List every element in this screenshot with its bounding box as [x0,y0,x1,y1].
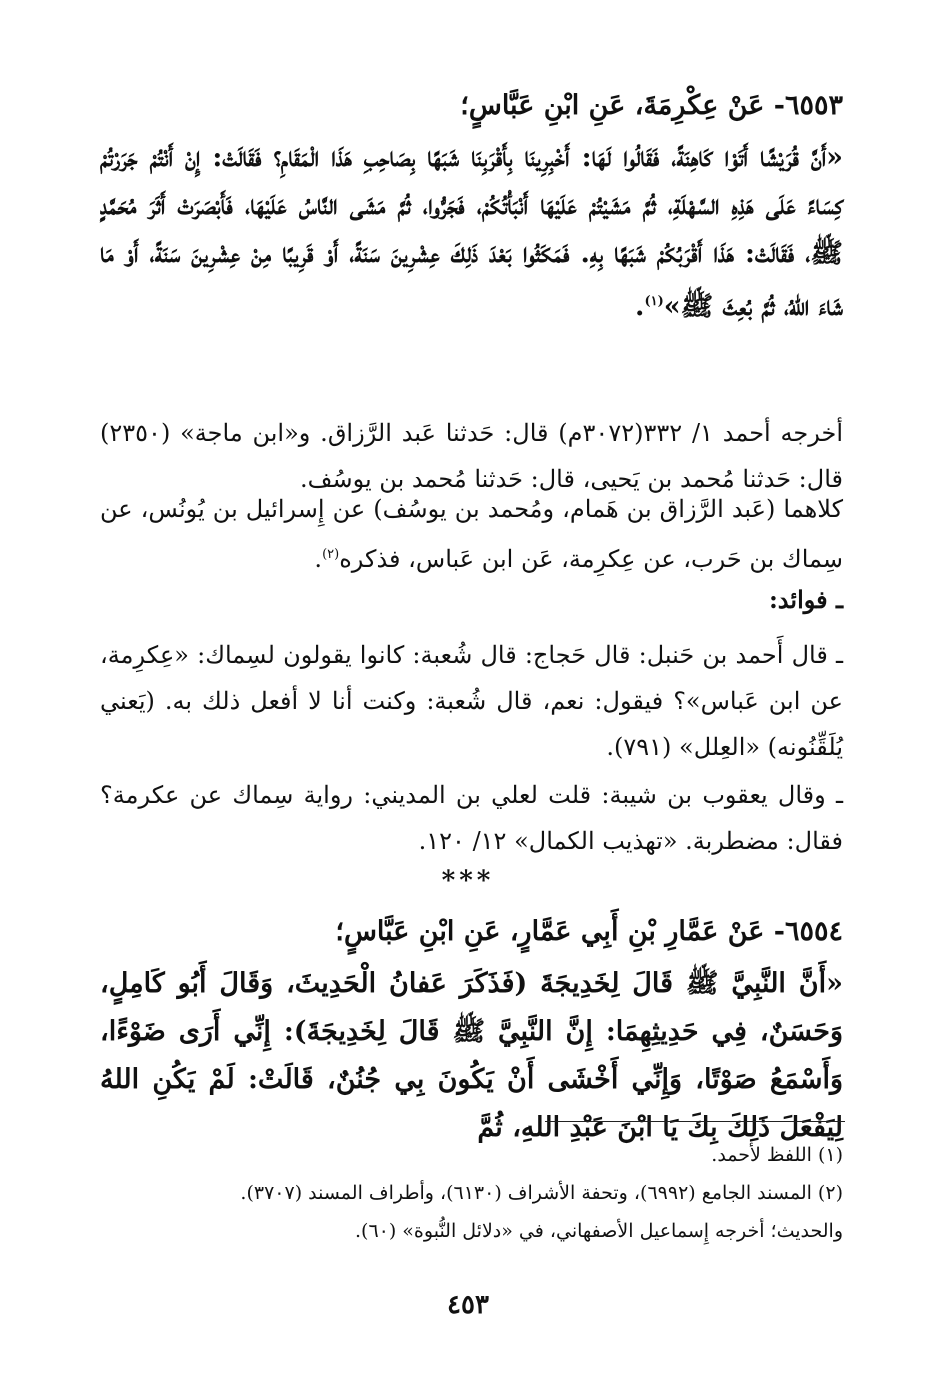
footnote-2-continued: والحديث؛ أخرجه إِسماعيل الأصفهاني، في «دلائل النُّبوة» (٦٠). [354,1220,843,1242]
section-separator: *** [441,866,495,896]
fawaid-item-2: ـ وقال يعقوب بن شيبة: قلت لعلي بن المديني: رواية سِماك عن عكرمة؟ فقال: مضطربة. «تهذيب الكمال» ١٢/ ١٢٠. [100,781,843,855]
hadith-6553-text [100,134,843,331]
page-number: ٤٥٣ [447,1290,489,1320]
takhrij-paragraph-2 [100,486,843,582]
footnote-2: (٢) المسند الجامع (٦٩٩٢)، وتحفة الأشراف (٦١٣٠)، وأطراف المسند (٣٧٠٧). [240,1182,843,1204]
footnote-marker-1: (١) [644,294,664,309]
footnote-marker-2: (٢) [322,547,340,562]
fawaid-item-1: ـ قال أَحمد بن حَنبل: قال حَجاج: قال شُعبة: كانوا يقولون لسِماك: «عِكرِمة، عن ابن عَباس»؟ فيقول: نعم، قال شُعبة: وكنت أنا لا أفعل ذلك به. (يَعني يُلَقِّنُونه) «العِلل» (٧٩١). [100,641,844,761]
hadith-6554-text: «أَنَّ النَّبِيَّ ﷺ قَالَ لِخَدِيجَةَ (فَذَكَرَ عَفانُ الْحَدِيثَ، وَقَالَ أَبُو كَامِلٍ، وَحَسَنٌ، فِي حَدِيثِهِمَا: إِنَّ النَّبِيَّ ﷺ قَالَ لِخَدِيجَةَ): إِنِّي أَرَى ضَوْءًا، وَأَسْمَعُ صَوْتًا، وَإِنِّي أَخْشَى أَنْ يَكُونَ بِي جُنُنٌ، قَالَتْ: لَمْ يَكُنِ اللهُ لِيَفْعَلَ ذَلِكَ بِكَ يَا ابْنَ عَبْدِ اللهِ، ثُمَّ [100,968,843,1143]
hadith-6554-header: ٦٥٥٤- عَنْ عَمَّارِ بْنِ أَبِي عَمَّارٍ، عَنِ ابْنِ عَبَّاسٍ؛ [335,916,843,947]
takhrij-paragraph-1: أخرجه أحمد ١/ ٣٣٢(٣٠٧٢م) قال: حَدثنا عَبد الرَّزاق. و«ابن ماجة» (٢٣٥٠) قال: حَدثنا مُحمد بن يَحيى، قال: حَدثنا مُحمد بن يوسُف. [100,419,843,493]
footnote-1: (١) اللفظ لأحمد. [711,1144,843,1166]
takhrij-2-end: . [314,545,323,573]
hadith-6553-body: «أَنَّ قُرَيْشًا أَتَوْا كَاهِنَةً، فَقَالُوا لَهَا: أَخْبِرِينَا بِأَقْرَبِنَا شَبَهًا بِصَاحِبِ هَذَا الْمَقَامِ؟ فَقَالَتْ: إِنْ أَنْتُمْ جَرَرْتُمْ كِسَاءً عَلَى هَذِهِ السَّهْلَةِ، ثُمَّ مَشَيْتُمْ عَلَيْهَا أَنْبَأْتُكُمْ، فَجَرُّوا، ثُمَّ مَشَى النَّاسُ عَلَيْهَا، فَأَبْصَرَتْ أَثَرَ مُحَمَّدٍ ﷺ، فَقَالَتْ: هَذَا أَقْرَبُكُمْ شَبَهًا بِهِ. فَمَكَثُوا بَعْدَ ذَلِكَ عِشْرِينَ سَنَةً، أَوْ قَرِيبًا مِنْ عِشْرِينَ سَنَةً، أَوْ مَا شَاءَ اللهُ، ثُمَّ بُعِثَ ﷺ» [100,142,843,322]
takhrij-2-body: كلاهما (عَبد الرَّزاق بن هَمام، ومُحمد بن يوسُف) عن إِسرائيل بن يُونُس، عن سِماك بن حَرب، عن عِكرِمة، عَن ابن عَباس، فذكره [100,495,843,573]
fawaid-heading: ـ فوائد: [768,585,843,614]
hadith-6553-header: ٦٥٥٣- عَنْ عِكْرِمَةَ، عَنِ ابْنِ عَبَّاسٍ؛ [460,90,843,121]
hadith-6553-end: . [635,291,645,322]
footnote-divider [545,1121,845,1122]
